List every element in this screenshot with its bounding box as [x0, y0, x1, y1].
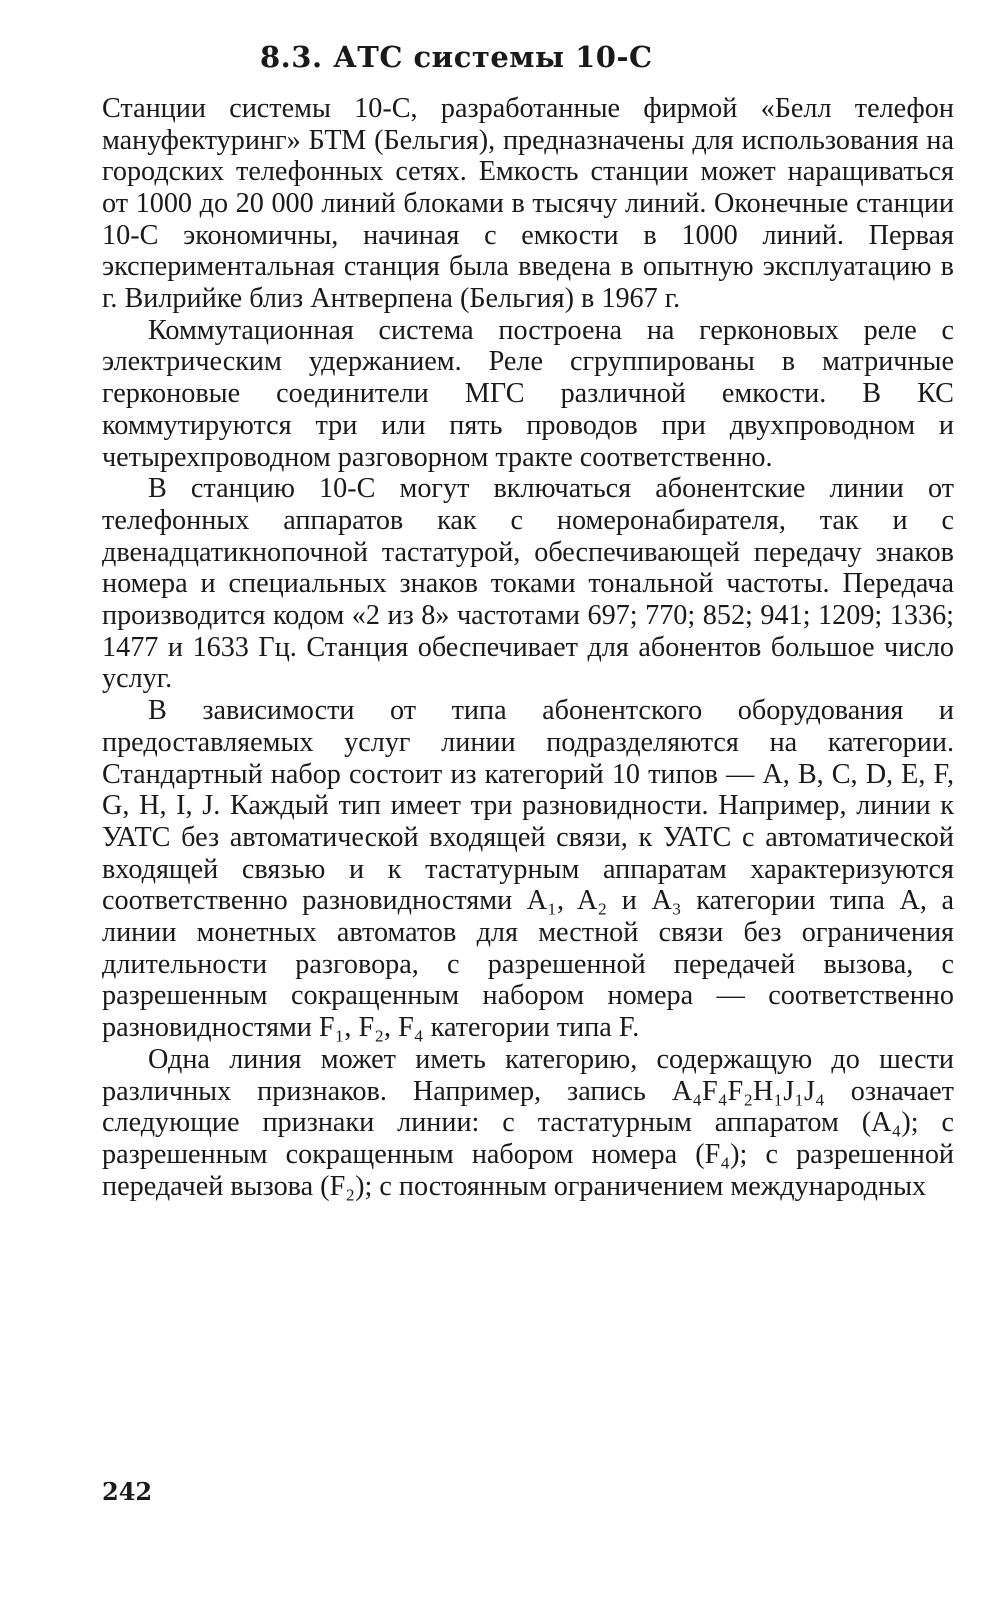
book-page	[102, 40, 954, 1580]
page-number: 242	[102, 1477, 153, 1506]
paragraph-2: Коммутационная система построена на герконовых реле с электрическим удержанием. Реле сгруппированы в матричные герконовые соединители МГС различной емкости. В КС коммутируются три или пять проводов при двухпроводном и четырехпроводном разговорном тракте соответственно.	[102, 314, 954, 473]
paragraph-5: Одна линия может иметь категорию, содержащую до шести различных признаков. Например, запись A₄F₄F₂H₁J₁J₄ означает следующие признаки линии: с тастатурным аппаратом (A₄); с разрешенным сокращенным набором номера (F₄); с разрешенной передачей вызова (F₂); с постоянным ограничением международных	[102, 1043, 954, 1202]
paragraph-1: Станции системы 10-С, разработанные фирмой «Белл телефон мануфектуринг» БТМ (Бельгия), предназначены для использования на городских телефонных сетях. Емкость станции может наращиваться от 1000 до 20 000 линий блоками в тысячу линий. Оконечные станции 10-С экономичны, начиная с емкости в 1000 линий. Первая экспериментальная станция была введена в опытную эксплуатацию в г. Вилрийке близ Антверпена (Бельгия) в 1967 г.	[102, 92, 954, 315]
body-text	[102, 93, 954, 1203]
section-heading: 8.3. АТС системы 10-С	[260, 40, 653, 74]
paragraph-4: В зависимости от типа абонентского оборудования и предоставляемых услуг линии подразделяются на категории. Стандартный набор состоит из категорий 10 типов — A, B, C, D, E, F, G, H, I, J. Каждый тип имеет три разновидности. Например, линии к УАТС без автоматической входящей связи, к УАТС с автоматической входящей связью и к тастатурным аппаратам характеризуются соответственно разновидностями A₁, A₂ и A₃ категории типа A, а линии монетных автоматов для местной связи без ограничения длительности разговора, с разрешенной передачей вызова, с разрешенным сокращенным набором номера — соответственно разновидностями F₁, F₂, F₄ категории типа F.	[102, 695, 954, 1044]
paragraph-3: В станцию 10-С могут включаться абонентские линии от телефонных аппаратов как с номеронабирателя, так и с двенадцатикнопочной тастатурой, обеспечивающей передачу знаков номера и специальных знаков токами тональной частоты. Передача производится кодом «2 из 8» частотами 697; 770; 852; 941; 1209; 1336; 1477 и 1633 Гц. Станция обеспечивает для абонентов большое число услуг.	[102, 473, 954, 695]
